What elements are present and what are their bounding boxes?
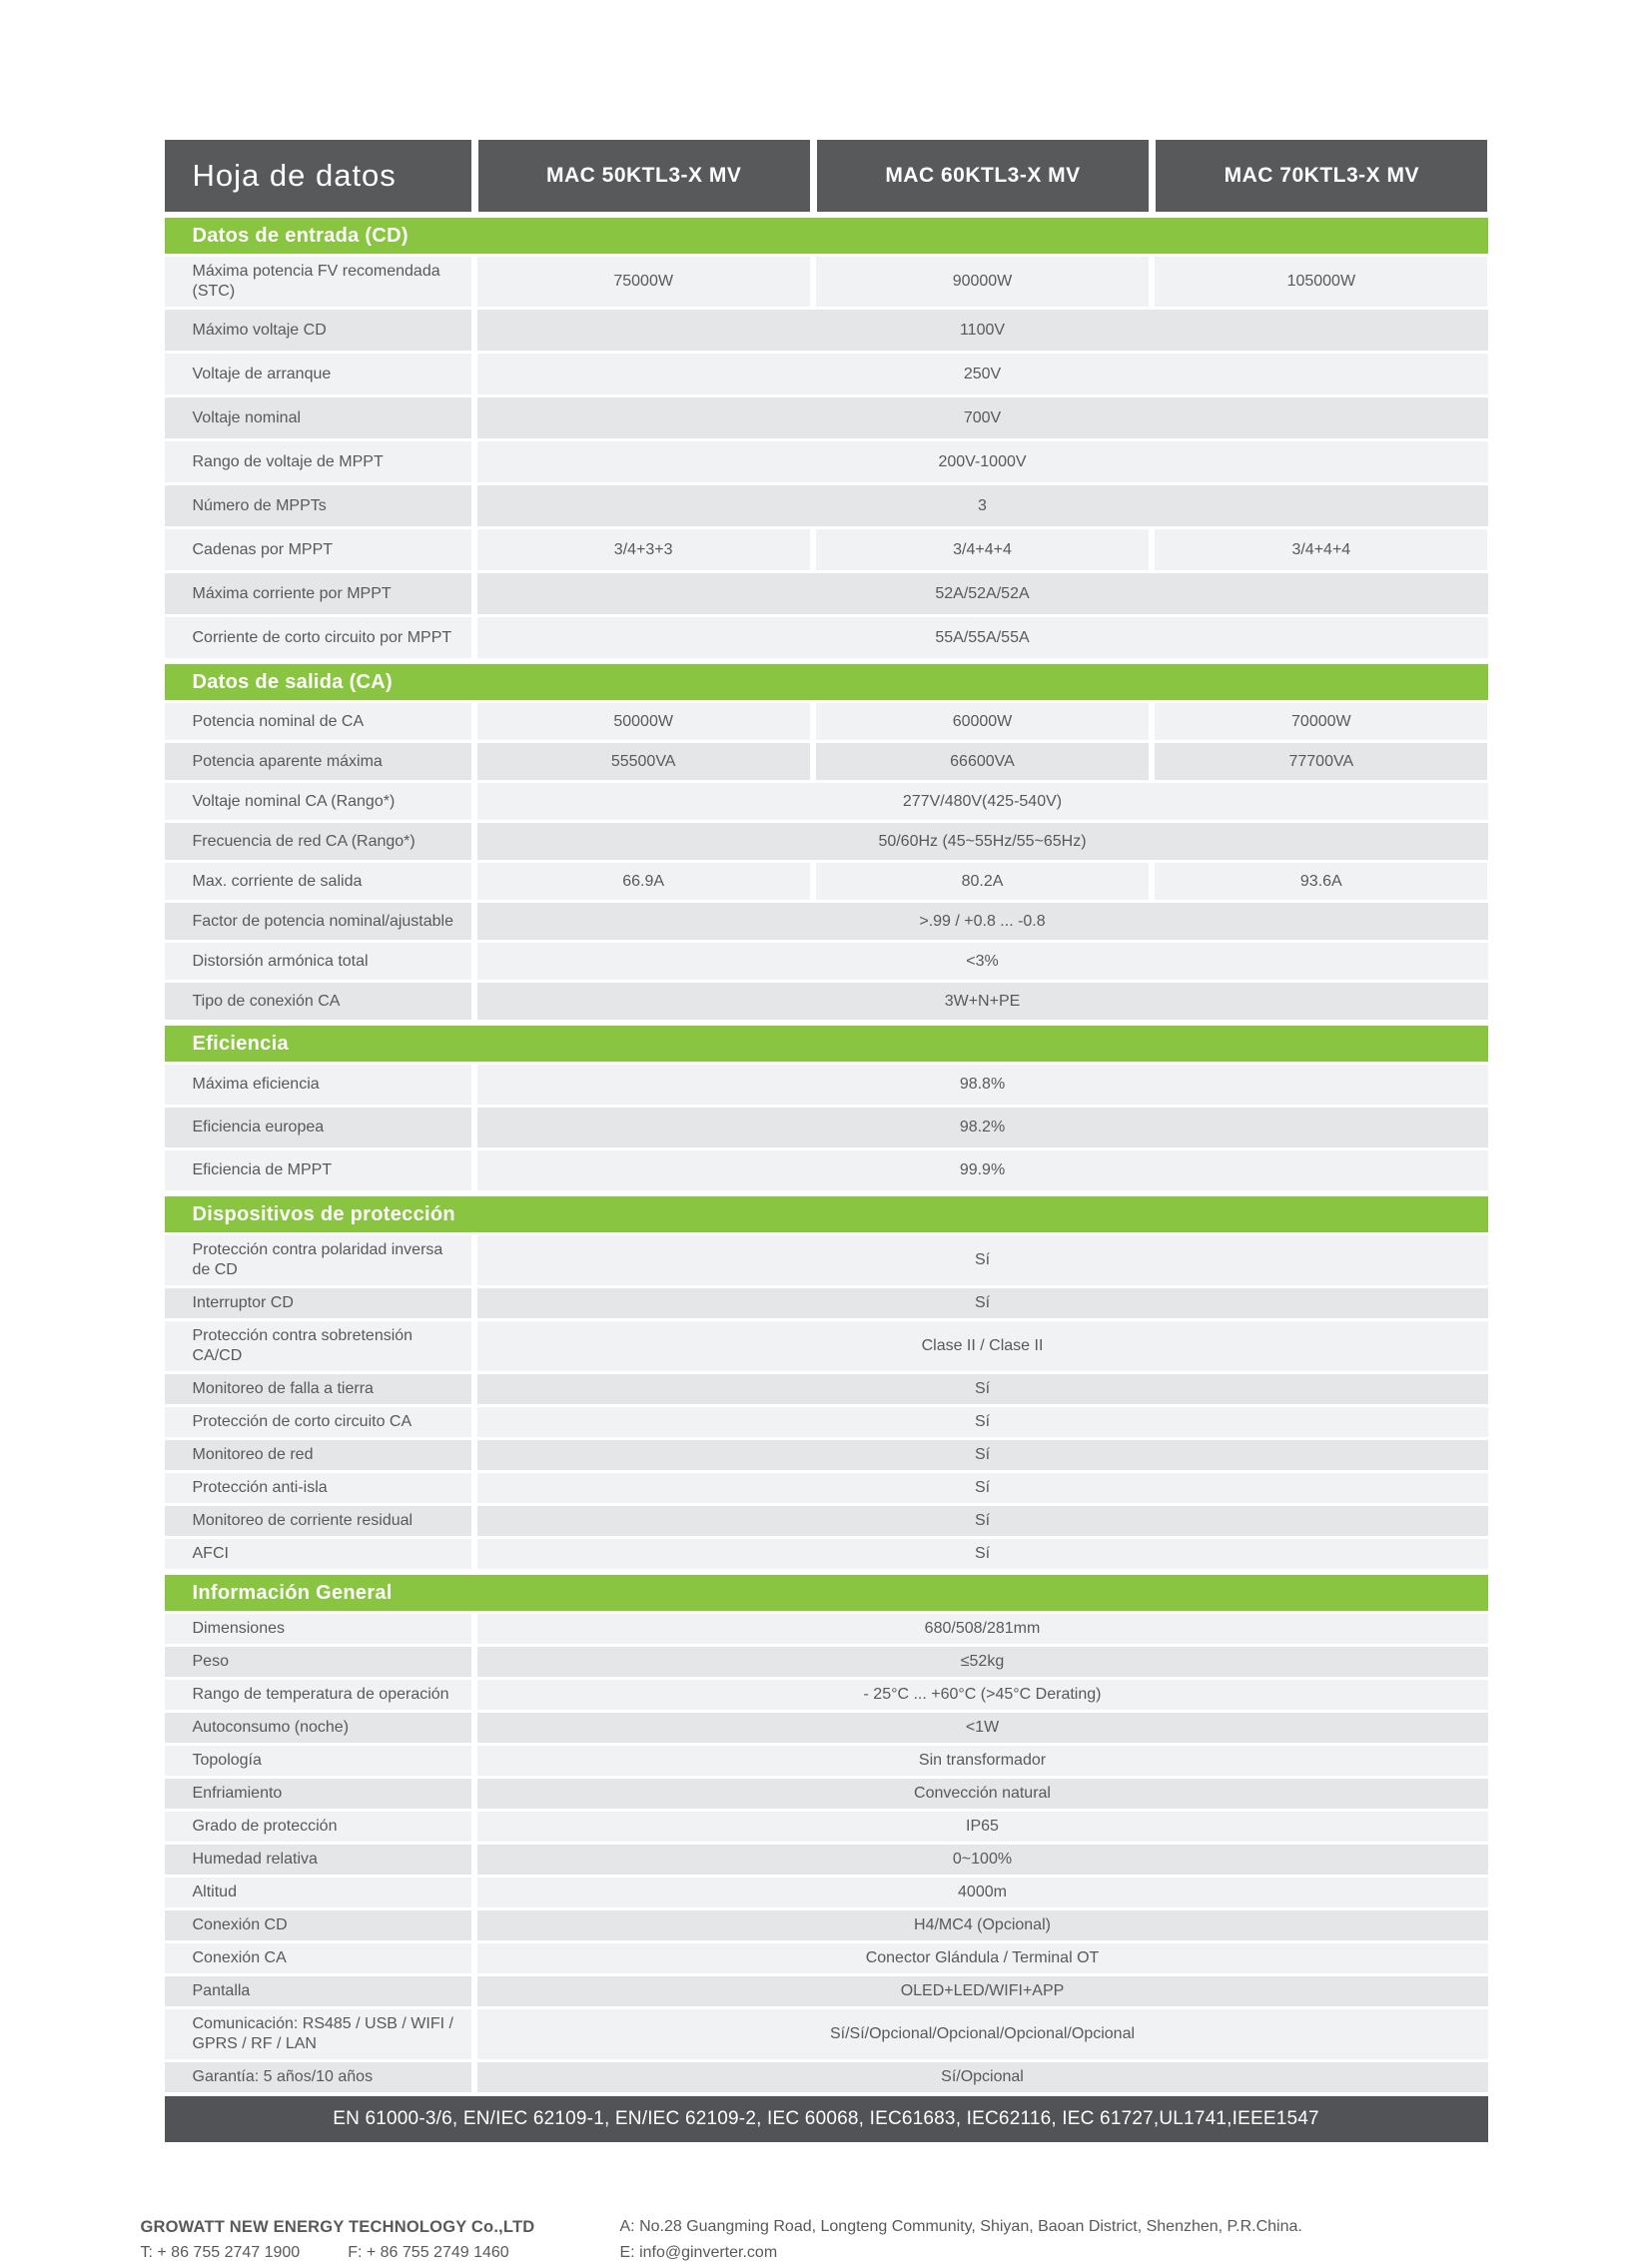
spec-label: Eficiencia de MPPT	[165, 1150, 471, 1190]
spec-row	[165, 1976, 1488, 2006]
spec-row	[165, 903, 1488, 940]
spec-value: <3%	[477, 943, 1488, 980]
spec-row	[165, 783, 1488, 820]
spec-row	[165, 1235, 1488, 1285]
spec-row	[165, 863, 1488, 900]
spec-label: Protección contra polaridad inversa de CD	[165, 1235, 471, 1285]
spec-value: Sin transformador	[477, 1746, 1488, 1776]
spec-value: Conector Glándula / Terminal OT	[477, 1943, 1488, 1973]
certifications-bar: EN 61000-3/6, EN/IEC 62109-1, EN/IEC 62109-2, IEC 60068, IEC61683, IEC62116, IEC 61727,UL1741,IEEE1547	[165, 2096, 1488, 2142]
spec-row	[165, 1943, 1488, 1973]
spec-value: 200V-1000V	[477, 441, 1488, 482]
spec-value: 66600VA	[816, 743, 1149, 780]
spec-label: Max. corriente de salida	[165, 863, 471, 900]
spec-label: Conexión CA	[165, 1943, 471, 1973]
spec-value: 75000W	[477, 257, 810, 307]
spec-value: - 25°C ... +60°C (>45°C Derating)	[477, 1680, 1488, 1710]
spec-value: Sí	[477, 1506, 1488, 1536]
spec-row	[165, 397, 1488, 438]
company-fax: F: + 86 755 2749 1460	[348, 2244, 509, 2261]
spec-row	[165, 1647, 1488, 1677]
spec-row	[165, 1680, 1488, 1710]
spec-value: 55500VA	[477, 743, 810, 780]
spec-value: Convección natural	[477, 1779, 1488, 1809]
spec-value: 93.6A	[1155, 863, 1487, 900]
spec-value: 105000W	[1155, 257, 1487, 307]
spec-value: 80.2A	[816, 863, 1149, 900]
spec-row	[165, 2009, 1488, 2059]
company-name: GROWATT NEW ENERGY TECHNOLOGY Co.,LTD	[140, 2218, 535, 2236]
spec-value: 250V	[477, 354, 1488, 394]
section-header-dispositivos-proteccion: Dispositivos de protección	[165, 1196, 1488, 1232]
spec-row	[165, 1779, 1488, 1809]
company-address: A: No.28 Guangming Road, Longteng Community, Shiyan, Baoan District, Shenzhen, P.R.China.	[619, 2218, 1302, 2235]
spec-row	[165, 573, 1488, 614]
spec-value: OLED+LED/WIFI+APP	[477, 1976, 1488, 2006]
spec-label: Tipo de conexión CA	[165, 983, 471, 1020]
spec-row	[165, 1150, 1488, 1190]
spec-label: Frecuencia de red CA (Rango*)	[165, 823, 471, 860]
spec-value: Clase II / Clase II	[477, 1321, 1488, 1371]
section-informacion-general	[165, 1614, 1488, 2092]
spec-value: 66.9A	[477, 863, 810, 900]
spec-row	[165, 1407, 1488, 1437]
spec-row	[165, 1746, 1488, 1776]
spec-label: Topología	[165, 1746, 471, 1776]
spec-value: 277V/480V(425-540V)	[477, 783, 1488, 820]
spec-row	[165, 1845, 1488, 1875]
spec-value: ≤52kg	[477, 1647, 1488, 1677]
spec-label: Rango de voltaje de MPPT	[165, 441, 471, 482]
spec-value: 3/4+3+3	[477, 529, 810, 570]
spec-label: Corriente de corto circuito por MPPT	[165, 617, 471, 658]
section-header-informacion-general: Información General	[165, 1575, 1488, 1611]
spec-label: Máxima eficiencia	[165, 1065, 471, 1105]
spec-row	[165, 1321, 1488, 1371]
section-header-eficiencia: Eficiencia	[165, 1026, 1488, 1062]
spec-value: 50000W	[477, 703, 810, 740]
company-tel: T: + 86 755 2747 1900	[140, 2244, 301, 2261]
spec-row	[165, 1108, 1488, 1147]
section-header-datos-entrada: Datos de entrada (CD)	[165, 218, 1488, 254]
spec-row	[165, 823, 1488, 860]
spec-row	[165, 1288, 1488, 1318]
spec-value: 680/508/281mm	[477, 1614, 1488, 1644]
spec-row	[165, 2062, 1488, 2092]
spec-row	[165, 310, 1488, 351]
spec-row	[165, 1878, 1488, 1907]
section-eficiencia	[165, 1065, 1488, 1190]
model-header-mac50: MAC 50KTL3-X MV	[478, 140, 810, 212]
spec-value: 700V	[477, 397, 1488, 438]
spec-label: Potencia aparente máxima	[165, 743, 471, 780]
spec-label: Cadenas por MPPT	[165, 529, 471, 570]
spec-label: Interruptor CD	[165, 1288, 471, 1318]
datasheet-page	[140, 0, 1488, 2266]
spec-label: Voltaje nominal	[165, 397, 471, 438]
spec-value: Sí	[477, 1374, 1488, 1404]
model-header-mac60: MAC 60KTL3-X MV	[817, 140, 1149, 212]
spec-row	[165, 529, 1488, 570]
spec-label: Protección contra sobretensión CA/CD	[165, 1321, 471, 1371]
spec-label: Máximo voltaje CD	[165, 310, 471, 351]
spec-row	[165, 1506, 1488, 1536]
spec-value: <1W	[477, 1713, 1488, 1743]
company-email[interactable]: E: info@ginverter.com	[619, 2244, 778, 2261]
spec-value: IP65	[477, 1812, 1488, 1842]
datasheet-header	[165, 140, 1488, 212]
spec-row	[165, 441, 1488, 482]
spec-label: Máxima potencia FV recomendada (STC)	[165, 257, 471, 307]
spec-label: Monitoreo de red	[165, 1440, 471, 1470]
spec-value: 3/4+4+4	[816, 529, 1149, 570]
spec-value: 98.2%	[477, 1108, 1488, 1147]
spec-label: Factor de potencia nominal/ajustable	[165, 903, 471, 940]
spec-value: 0~100%	[477, 1845, 1488, 1875]
spec-row	[165, 1713, 1488, 1743]
spec-label: Pantalla	[165, 1976, 471, 2006]
spec-value: Sí/Sí/Opcional/Opcional/Opcional/Opcional	[477, 2009, 1488, 2059]
page-title: Hoja de datos	[165, 140, 471, 212]
spec-row	[165, 983, 1488, 1020]
spec-row	[165, 743, 1488, 780]
spec-label: Humedad relativa	[165, 1845, 471, 1875]
spec-row	[165, 617, 1488, 658]
spec-value: 3/4+4+4	[1155, 529, 1487, 570]
spec-value: Sí	[477, 1288, 1488, 1318]
spec-label: Máxima corriente por MPPT	[165, 573, 471, 614]
spec-label: Autoconsumo (noche)	[165, 1713, 471, 1743]
spec-label: Monitoreo de falla a tierra	[165, 1374, 471, 1404]
spec-label: Conexión CD	[165, 1910, 471, 1940]
spec-label: Monitoreo de corriente residual	[165, 1506, 471, 1536]
spec-label: Peso	[165, 1647, 471, 1677]
spec-row	[165, 257, 1488, 307]
spec-label: Potencia nominal de CA	[165, 703, 471, 740]
spec-label: Distorsión armónica total	[165, 943, 471, 980]
spec-value: Sí/Opcional	[477, 2062, 1488, 2092]
spec-value: 3W+N+PE	[477, 983, 1488, 1020]
spec-label: Rango de temperatura de operación	[165, 1680, 471, 1710]
spec-value: 4000m	[477, 1878, 1488, 1907]
spec-row	[165, 485, 1488, 526]
section-datos-entrada	[165, 257, 1488, 658]
spec-value: 90000W	[816, 257, 1149, 307]
spec-value: 98.8%	[477, 1065, 1488, 1105]
spec-row	[165, 1440, 1488, 1470]
spec-value: Sí	[477, 1539, 1488, 1569]
spec-row	[165, 1910, 1488, 1940]
spec-value: 70000W	[1155, 703, 1487, 740]
spec-row	[165, 1065, 1488, 1105]
spec-label: Eficiencia europea	[165, 1108, 471, 1147]
spec-value: Sí	[477, 1440, 1488, 1470]
spec-label: AFCI	[165, 1539, 471, 1569]
spec-value: 77700VA	[1155, 743, 1487, 780]
spec-value: 60000W	[816, 703, 1149, 740]
section-dispositivos-proteccion	[165, 1235, 1488, 1569]
spec-value: 55A/55A/55A	[477, 617, 1488, 658]
spec-row	[165, 1614, 1488, 1644]
spec-label: Grado de protección	[165, 1812, 471, 1842]
spec-row	[165, 1374, 1488, 1404]
spec-value: 52A/52A/52A	[477, 573, 1488, 614]
spec-label: Protección de corto circuito CA	[165, 1407, 471, 1437]
spec-row	[165, 1812, 1488, 1842]
spec-label: Garantía: 5 años/10 años	[165, 2062, 471, 2092]
spec-value: 3	[477, 485, 1488, 526]
spec-value: 1100V	[477, 310, 1488, 351]
section-datos-salida	[165, 703, 1488, 1020]
spec-row	[165, 1473, 1488, 1503]
spec-label: Protección anti-isla	[165, 1473, 471, 1503]
spec-row	[165, 354, 1488, 394]
spec-label: Voltaje nominal CA (Rango*)	[165, 783, 471, 820]
spec-label: Dimensiones	[165, 1614, 471, 1644]
spec-value: H4/MC4 (Opcional)	[477, 1910, 1488, 1940]
spec-row	[165, 943, 1488, 980]
page-footer	[141, 2214, 1488, 2266]
spec-label: Altitud	[165, 1878, 471, 1907]
spec-row	[165, 703, 1488, 740]
spec-label: Voltaje de arranque	[165, 354, 471, 394]
model-header-mac70: MAC 70KTL3-X MV	[1156, 140, 1487, 212]
spec-value: Sí	[477, 1473, 1488, 1503]
spec-label: Número de MPPTs	[165, 485, 471, 526]
section-header-datos-salida: Datos de salida (CA)	[165, 664, 1488, 700]
spec-label: Comunicación: RS485 / USB / WIFI / GPRS / RF / LAN	[165, 2009, 471, 2059]
spec-label: Enfriamiento	[165, 1779, 471, 1809]
spec-value: 50/60Hz (45~55Hz/55~65Hz)	[477, 823, 1488, 860]
spec-value: Sí	[477, 1407, 1488, 1437]
spec-row	[165, 1539, 1488, 1569]
spec-value: >.99 / +0.8 ... -0.8	[477, 903, 1488, 940]
spec-value: Sí	[477, 1235, 1488, 1285]
spec-value: 99.9%	[477, 1150, 1488, 1190]
